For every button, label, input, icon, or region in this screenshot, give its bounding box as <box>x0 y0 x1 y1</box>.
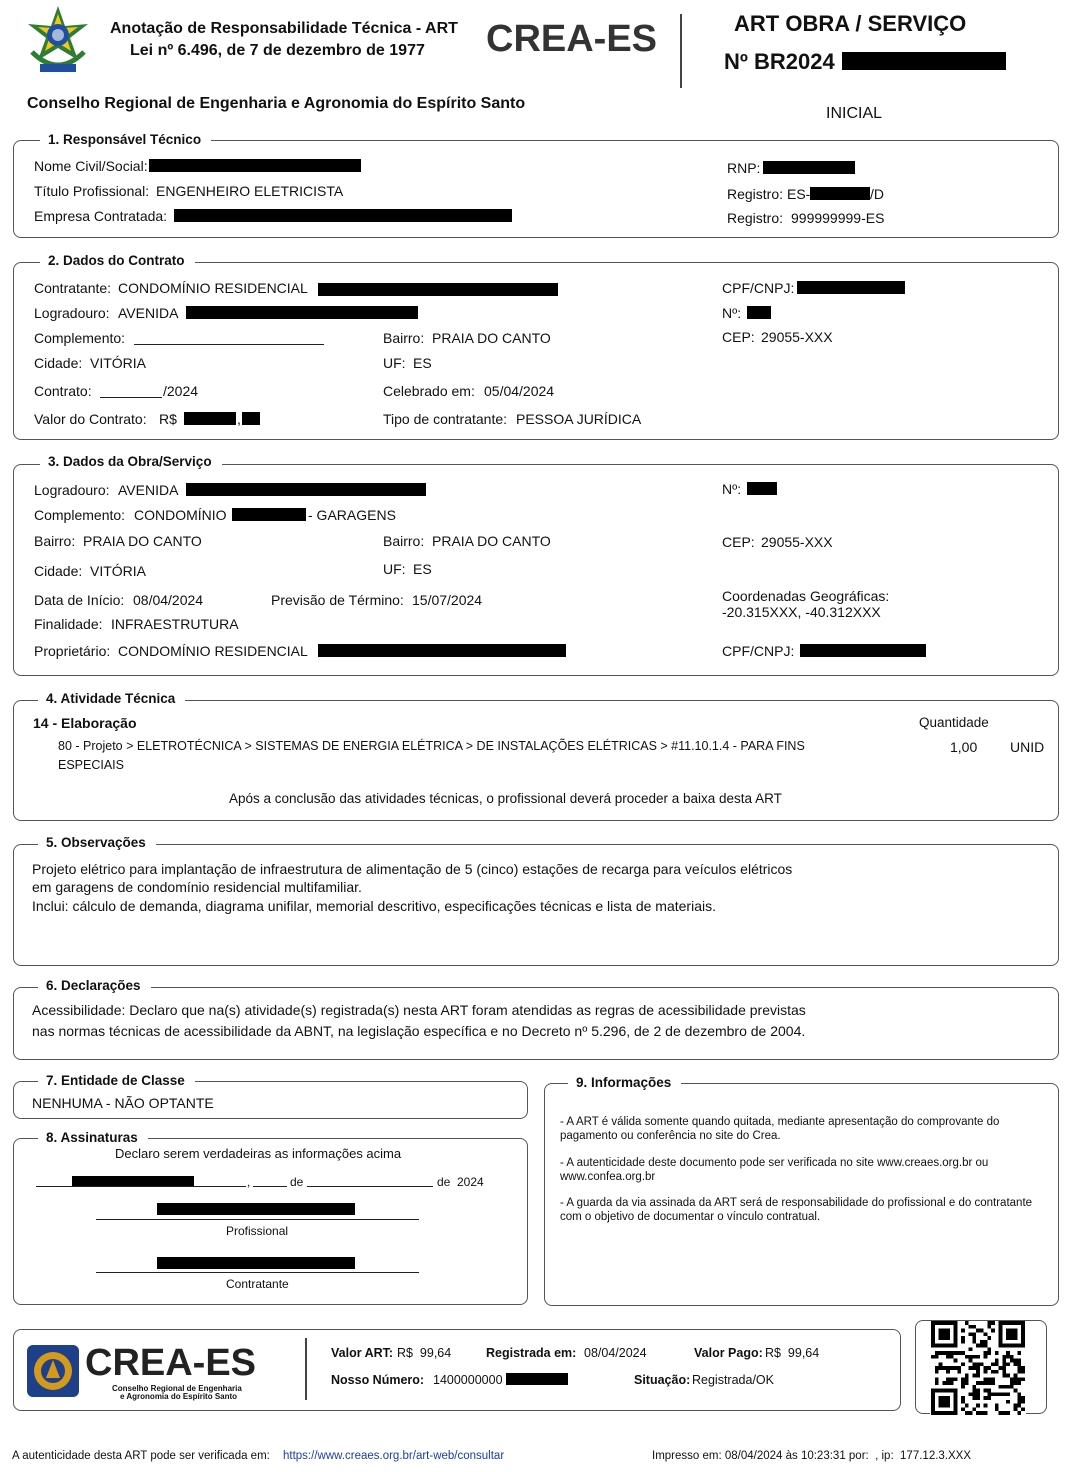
header-divider <box>680 14 682 88</box>
redaction <box>242 412 260 425</box>
celebrado-value: 05/04/2024 <box>484 383 555 399</box>
rnp-label: RNP: <box>727 160 761 176</box>
obra-uf-label: UF: <box>383 561 406 577</box>
tipo-contratante-label: Tipo de contratante: <box>383 411 508 427</box>
footer-logo-sub2: e Agronomia do Espírito Santo <box>120 1392 238 1401</box>
art-status: INICIAL <box>826 105 883 122</box>
redaction <box>149 159 361 172</box>
section-3-title: 3. Dados da Obra/Serviço <box>40 454 222 470</box>
finalidade-label: Finalidade: <box>34 616 103 632</box>
valor-contrato-label: Valor do Contrato: <box>34 411 147 427</box>
section-7-title: 7. Entidade de Classe <box>38 1073 195 1089</box>
titulo-value: ENGENHEIRO ELETRICISTA <box>156 183 344 199</box>
contrato-value: /2024 <box>163 383 199 399</box>
art-number: Nº BR2024 <box>724 49 835 74</box>
celebrado-label: Celebrado em: <box>383 383 475 399</box>
redaction <box>842 52 1006 70</box>
section-2-title: 2. Dados do Contrato <box>40 253 195 269</box>
observacoes-line1: Projeto elétrico para implantação de infraestrutura de alimentação de 5 (cinco) estações de recarga para veículos elétricos <box>32 861 793 877</box>
valor-art-label: Valor ART: <box>331 1346 394 1360</box>
registro2-label: Registro: <box>727 210 784 226</box>
footer-logo-sub1: Conselho Regional de Engenharia <box>112 1384 242 1393</box>
signature-de1: de <box>290 1175 304 1189</box>
redaction <box>232 508 306 521</box>
valor-pago-label: Valor Pago: <box>694 1346 763 1360</box>
declaracoes-line2: nas normas técnicas de acessibilidade da ABNT, na legislação específica e no Decreto nº 5.296, de 2 de dezembro de 2004. <box>32 1023 806 1039</box>
registro2-value: 999999999-ES <box>791 210 885 226</box>
quantity-value: 1,00 <box>950 739 978 755</box>
obra-logradouro-label: Logradouro: <box>34 482 110 498</box>
declaracoes-line1: Acessibilidade: Declaro que na(s) atividade(s) registrada(s) nesta ART foram atendidas as regras de acessibilidade previstas <box>32 1002 806 1018</box>
section-5-title: 5. Observações <box>38 835 156 851</box>
situacao-value: Registrada/OK <box>692 1373 774 1387</box>
redaction <box>186 483 426 496</box>
section-6-title: 6. Declarações <box>38 978 151 994</box>
obra-complemento-suffix: - GARAGENS <box>308 507 396 523</box>
obra-numero-label: Nº: <box>722 481 742 497</box>
registro1-suffix: /D <box>870 186 884 202</box>
signature-year: 2024 <box>457 1175 484 1189</box>
bairro-value: PRAIA DO CANTO <box>432 330 551 346</box>
termino-value: 15/07/2024 <box>412 592 483 608</box>
informacoes-p3: - A guarda da via assinada da ART será de responsabilidade do profissional e do contratante com o objetivo de documentar o vínculo contratual. <box>560 1197 1033 1223</box>
data-inicio-label: Data de Início: <box>34 592 125 608</box>
informacoes-p1: - A ART é válida somente quando quitada, mediante apresentação do comprovante do pagamento ou conferência no site do Crea. <box>560 1116 1000 1142</box>
brazil-coat-of-arms-logo <box>18 4 98 80</box>
nome-label: Nome Civil/Social: <box>34 158 148 174</box>
registro1-label: Registro: <box>727 186 784 202</box>
footer-divider <box>305 1338 307 1400</box>
titulo-label: Título Profissional: <box>34 183 150 199</box>
obra-uf-value: ES <box>413 561 432 577</box>
redaction <box>747 306 771 319</box>
qr-code-icon <box>930 1321 1026 1415</box>
proprietario-value: CONDOMÍNIO RESIDENCIAL <box>118 643 308 659</box>
cidade-value: VITÓRIA <box>90 355 147 371</box>
obra-cpf-label: CPF/CNPJ: <box>722 643 795 659</box>
data-inicio-value: 08/04/2024 <box>133 592 204 608</box>
registrada-value: 08/04/2024 <box>584 1346 647 1360</box>
complemento-label: Complemento: <box>34 330 126 346</box>
crea-es-emblem <box>26 1344 80 1398</box>
redaction <box>810 187 870 200</box>
quantity-label: Quantidade <box>919 715 989 730</box>
signature-month-line <box>307 1186 433 1187</box>
activity-note: Após a conclusão das atividades técnicas, o profissional deverá proceder a baixa desta ART <box>229 791 782 806</box>
redaction <box>506 1373 568 1385</box>
cidade-label: Cidade: <box>34 355 83 371</box>
cep-label: CEP: <box>722 329 755 345</box>
obra-complemento-label: Complemento: <box>34 507 126 523</box>
obra-complemento-value: CONDOMÍNIO <box>134 507 227 523</box>
art-type: ART OBRA / SERVIÇO <box>734 11 967 36</box>
bairro-label: Bairro: <box>383 330 425 346</box>
uf-label: UF: <box>383 355 406 371</box>
obra-cep-label: CEP: <box>722 534 755 550</box>
contratante-label: Contratante <box>226 1277 289 1291</box>
uf-value: ES <box>413 355 432 371</box>
section-4-title: 4. Atividade Técnica <box>38 691 185 707</box>
entidade-value: NENHUMA - NÃO OPTANTE <box>32 1095 214 1111</box>
header-title-line1: Anotação de Responsabilidade Técnica - ART <box>110 20 458 37</box>
valor-art-value: R$ 99,64 <box>397 1346 452 1360</box>
valor-pago-value: R$ 99,64 <box>765 1346 820 1360</box>
activity-desc-line2: ESPECIAIS <box>58 758 124 772</box>
activity-desc-line1: 80 - Projeto > ELETROTÉCNICA > SISTEMAS DE ENERGIA ELÉTRICA > DE INSTALAÇÕES ELÉTRICAS > #11.10.1.4 - PARA FINS <box>58 739 805 753</box>
redaction <box>747 482 777 495</box>
auth-text: A autenticidade desta ART pode ser verificada em: <box>12 1450 270 1462</box>
redaction <box>174 209 512 222</box>
redaction <box>318 644 566 657</box>
contratante-value: CONDOMÍNIO RESIDENCIAL <box>118 280 308 296</box>
empresa-label: Empresa Contratada: <box>34 208 168 224</box>
signature-comma: , <box>247 1175 251 1189</box>
registro1-prefix: ES- <box>787 186 811 202</box>
obra-logradouro-value: AVENIDA <box>118 482 179 498</box>
redaction <box>184 412 236 425</box>
obra-cep-value: 29055-XXX <box>761 534 833 550</box>
observacoes-line2: em garagens de condomínio residencial multifamiliar. <box>32 879 362 895</box>
obra-cidade-value: VITÓRIA <box>90 563 147 579</box>
section-8-title: 8. Assinaturas <box>38 1130 148 1146</box>
contratante-label: Contratante: <box>34 280 112 296</box>
contratante-signature-line <box>96 1272 419 1273</box>
cpf-cnpj-label: CPF/CNPJ: <box>722 280 795 296</box>
valor-contrato-prefix: R$ <box>159 411 177 427</box>
section-1-title: 1. Responsável Técnico <box>40 132 211 148</box>
quantity-unit: UNID <box>1010 739 1045 755</box>
nosso-numero-value: 1400000000 <box>433 1373 503 1387</box>
redaction <box>797 281 905 294</box>
redaction <box>800 644 926 657</box>
obra-bairro-value: PRAIA DO CANTO <box>83 533 202 549</box>
obra-bairro2-value: PRAIA DO CANTO <box>432 533 551 549</box>
numero-label: Nº: <box>722 305 742 321</box>
printed-info: Impresso em: 08/04/2024 às 10:23:31 por: , ip: 177.12.3.XXX <box>652 1450 972 1462</box>
council-name: Conselho Regional de Engenharia e Agronomia do Espírito Santo <box>27 95 526 112</box>
finalidade-value: INFRAESTRUTURA <box>111 616 239 632</box>
situacao-label: Situação: <box>634 1373 691 1387</box>
activity-title: 14 - Elaboração <box>33 715 137 731</box>
nosso-numero-label: Nosso Número: <box>331 1373 425 1387</box>
redaction <box>763 161 855 174</box>
contrato-label: Contrato: <box>34 383 92 399</box>
coordenadas-value: -20.315XXX, -40.312XXX <box>722 604 881 620</box>
obra-bairro-label: Bairro: <box>34 533 76 549</box>
logradouro-value: AVENIDA <box>118 305 179 321</box>
assinaturas-declaro: Declaro serem verdadeiras as informações acima <box>115 1146 402 1161</box>
complemento-blank <box>134 344 324 345</box>
tipo-contratante-value: PESSOA JURÍDICA <box>516 411 642 427</box>
redaction <box>186 306 418 319</box>
signature-place-line <box>36 1186 246 1187</box>
footer-logo-text: CREA-ES <box>85 1342 257 1384</box>
coordenadas-label: Coordenadas Geográficas: <box>722 588 890 604</box>
contrato-blank <box>100 397 162 398</box>
logradouro-label: Logradouro: <box>34 305 110 321</box>
profissional-signature-line <box>96 1219 419 1220</box>
redaction <box>157 1203 355 1215</box>
redaction <box>157 1257 355 1269</box>
obra-cidade-label: Cidade: <box>34 563 83 579</box>
redaction <box>318 283 558 296</box>
cep-value: 29055-XXX <box>761 329 833 345</box>
auth-link[interactable]: https://www.creaes.org.br/art-web/consultar <box>283 1450 505 1462</box>
informacoes-p2: - A autenticidade deste documento pode ser verificada no site www.creaes.org.br ou www.confea.org.br <box>560 1157 989 1183</box>
redaction <box>72 1176 194 1186</box>
obra-bairro2-label: Bairro: <box>383 533 425 549</box>
profissional-label: Profissional <box>226 1224 289 1238</box>
header-brand: CREA-ES <box>486 18 658 60</box>
signature-day-line <box>253 1186 287 1187</box>
header-title-line2: Lei nº 6.496, de 7 de dezembro de 1977 <box>130 42 425 59</box>
termino-label: Previsão de Término: <box>271 592 404 608</box>
registrada-label: Registrada em: <box>486 1346 577 1360</box>
signature-de2: de <box>437 1175 451 1189</box>
proprietario-label: Proprietário: <box>34 643 111 659</box>
observacoes-line3: Inclui: cálculo de demanda, diagrama unifilar, memorial descritivo, especificações técnicas e lista de materiais. <box>32 898 716 914</box>
valor-contrato-comma: , <box>237 411 241 427</box>
section-9-title: 9. Informações <box>568 1075 681 1091</box>
